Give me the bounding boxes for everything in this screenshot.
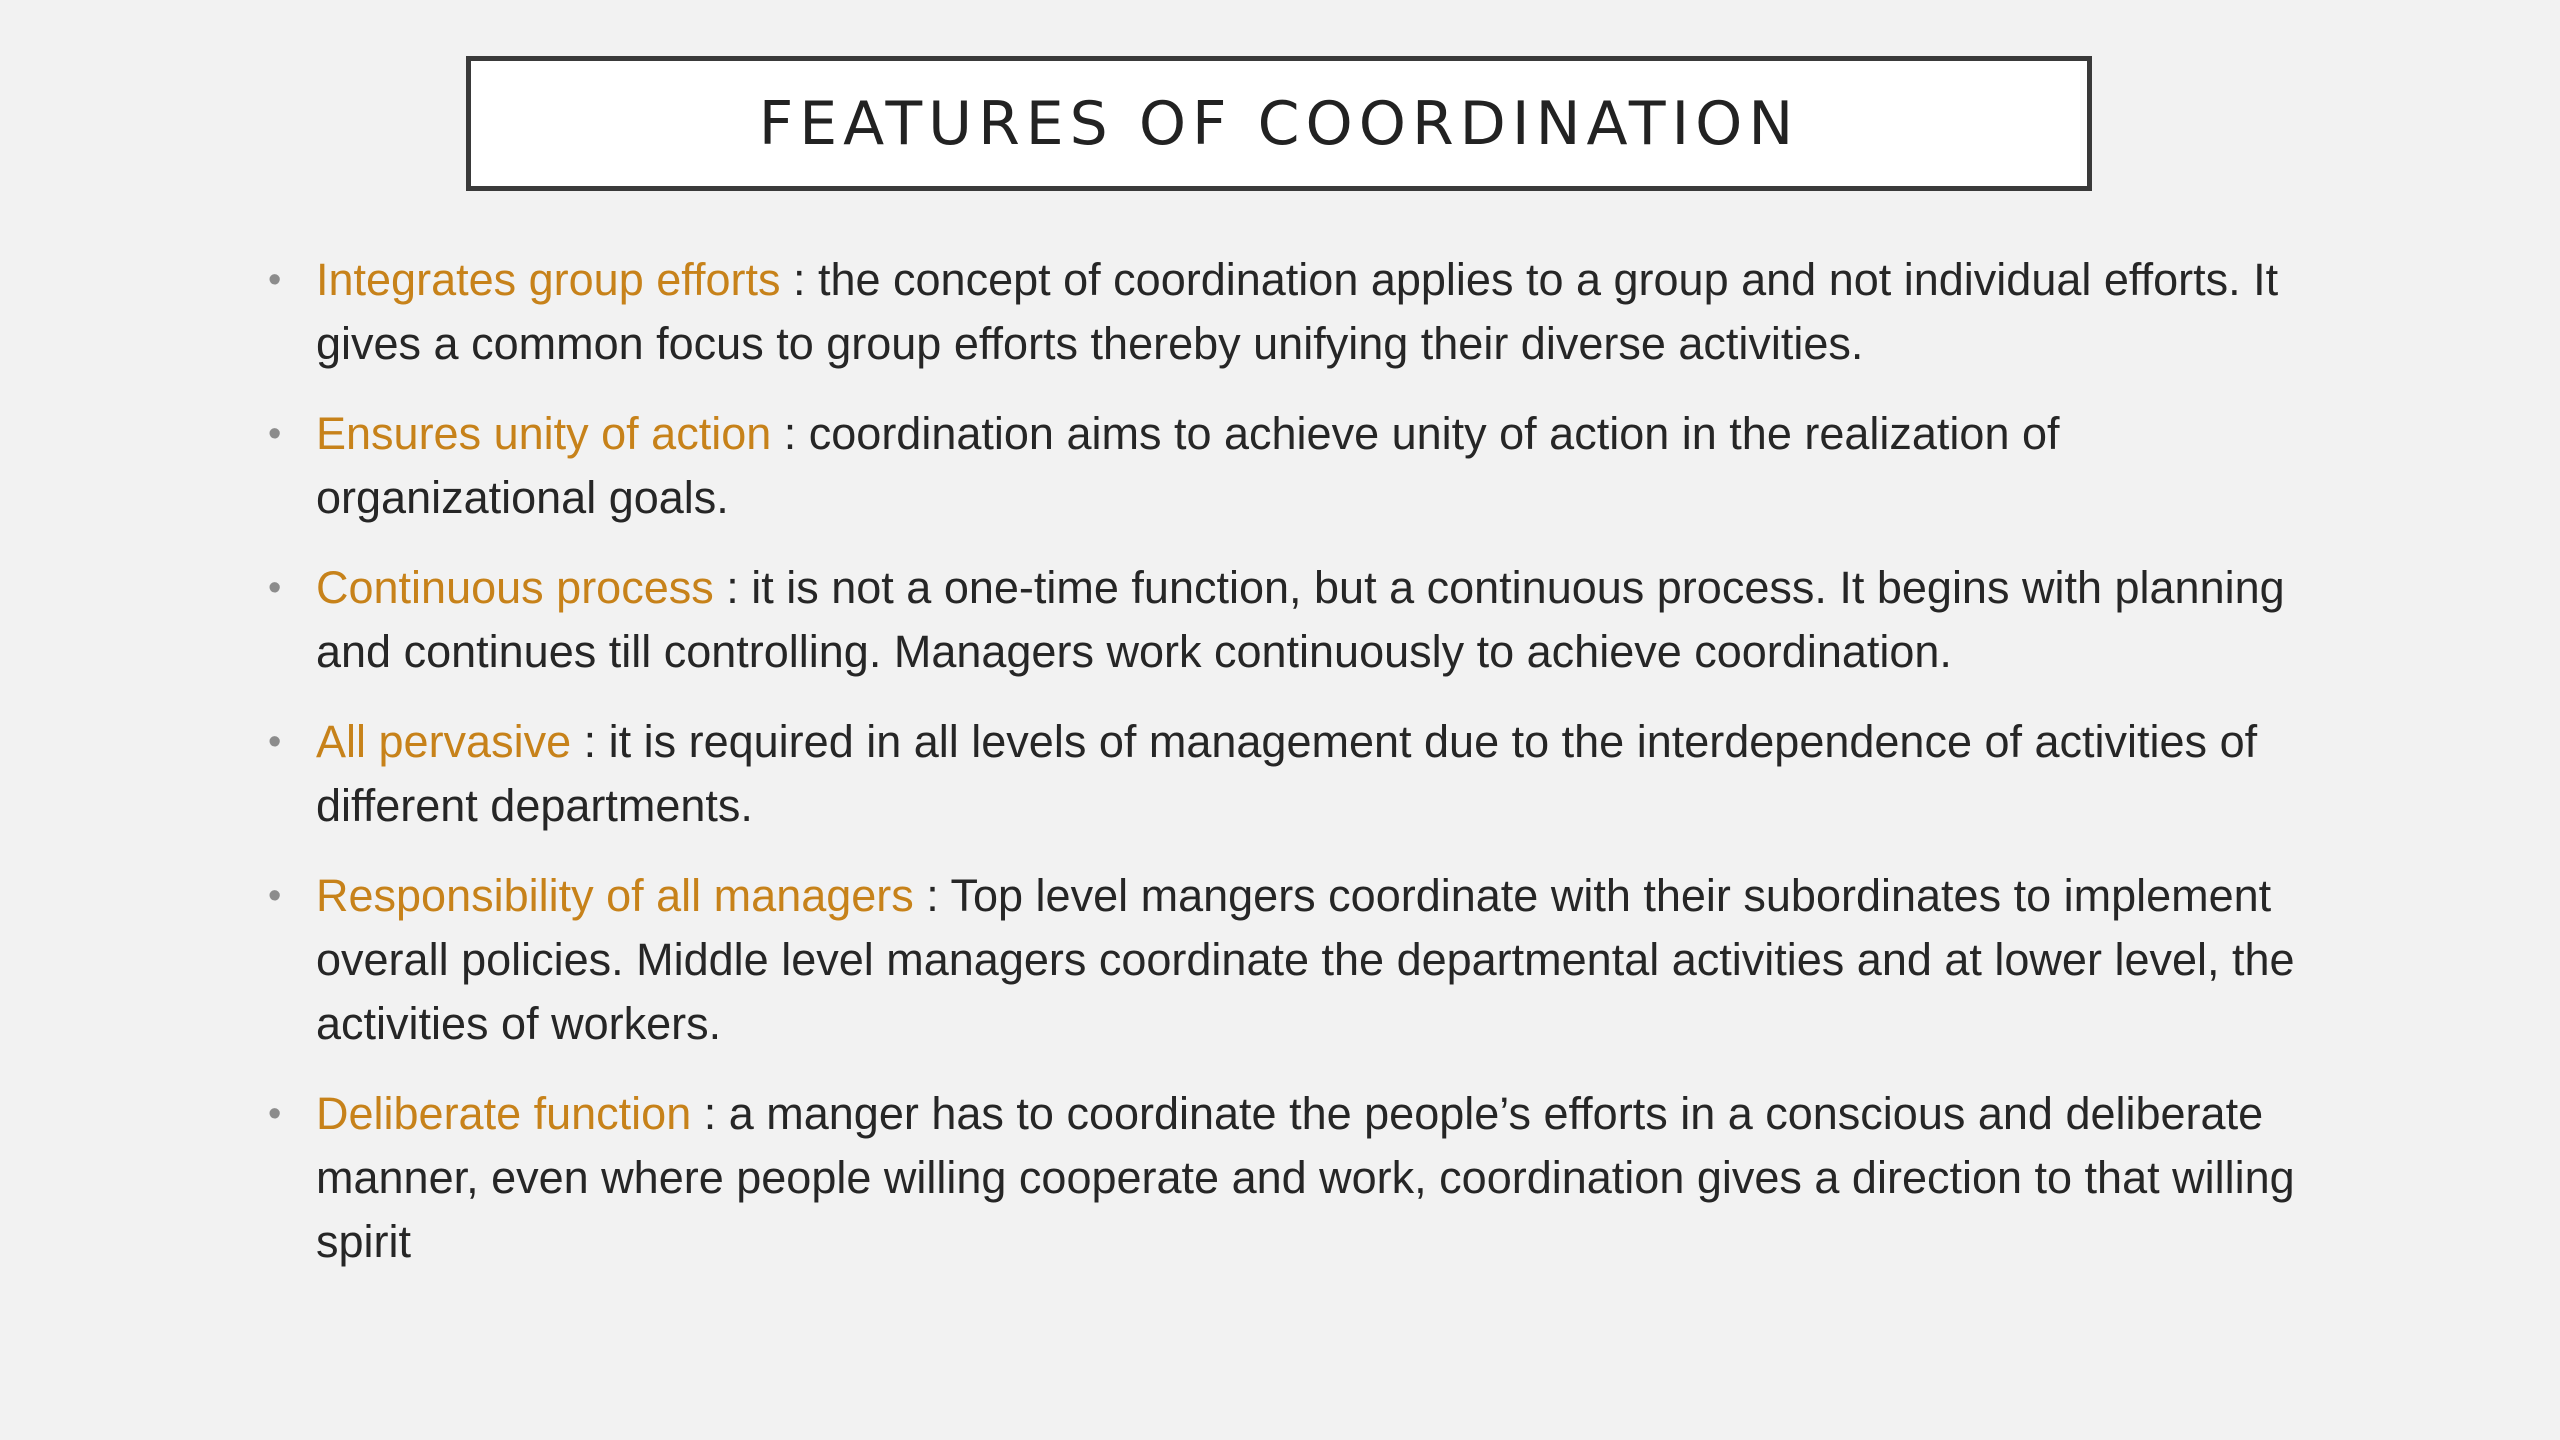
bullet-text: : a manger has to coordinate the people’s efforts in a conscious and deliberate manner, even where people willing cooperate and work, coordination gives a direction to that willing spirit xyxy=(316,1088,2295,1267)
bullet-item xyxy=(262,710,2302,838)
bullet-dot-icon: • xyxy=(268,721,282,763)
bullet-term: Responsibility of all managers xyxy=(316,870,914,921)
bullet-term: Integrates group efforts xyxy=(316,254,781,305)
bullet-dot-icon: • xyxy=(268,875,282,917)
bullet-item xyxy=(262,864,2302,1056)
bullet-item xyxy=(262,248,2302,376)
bullet-dot-icon: • xyxy=(268,567,282,609)
bullet-term: Ensures unity of action xyxy=(316,408,772,459)
bullet-term: All pervasive xyxy=(316,716,572,767)
bullet-list xyxy=(262,248,2302,1300)
bullet-text: : it is not a one-time function, but a continuous process. It begins with planning and continues till controlling. Managers work continuously to achieve coordination. xyxy=(316,562,2285,677)
bullet-term: Continuous process xyxy=(316,562,714,613)
bullet-item xyxy=(262,402,2302,530)
bullet-text: : coordination aims to achieve unity of action in the realization of organizational goals. xyxy=(316,408,2060,523)
bullet-dot-icon: • xyxy=(268,259,282,301)
bullet-term: Deliberate function xyxy=(316,1088,692,1139)
bullet-text: : Top level mangers coordinate with their subordinates to implement overall policies. Middle level managers coordinate the departmental activities and at lower level, the activities of workers. xyxy=(316,870,2295,1049)
slide-title: FEATURES OF COORDINATION xyxy=(758,88,1800,159)
bullet-dot-icon: • xyxy=(268,1093,282,1135)
bullet-dot-icon: • xyxy=(268,413,282,455)
bullet-item xyxy=(262,1082,2302,1274)
bullet-item xyxy=(262,556,2302,684)
title-box xyxy=(466,56,2092,191)
bullet-text: : it is required in all levels of management due to the interdependence of activities of different departments. xyxy=(316,716,2258,831)
bullet-text: : the concept of coordination applies to a group and not individual efforts. It gives a common focus to group efforts thereby unifying their diverse activities. xyxy=(316,254,2279,369)
